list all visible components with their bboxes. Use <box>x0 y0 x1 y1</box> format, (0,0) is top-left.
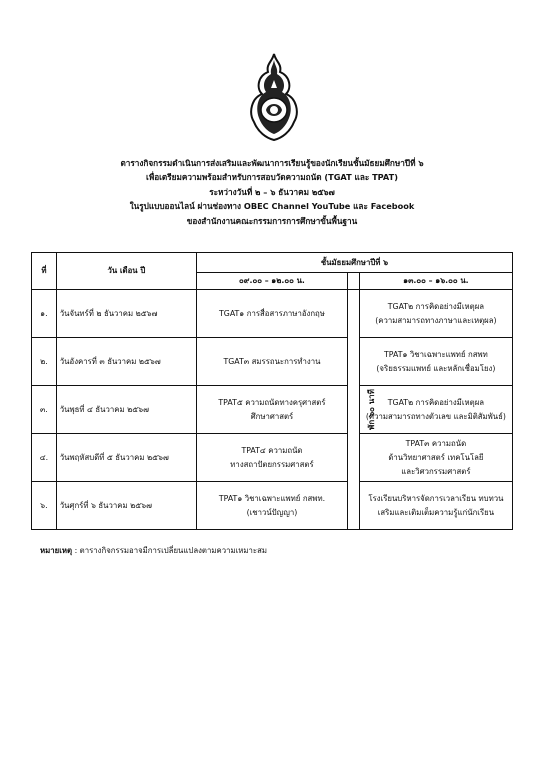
header-line-3: ระหว่างวันที่ ๒ – ๖ ธันวาคม ๒๕๖๗ <box>209 186 335 197</box>
col-header-level: ชั้นมัธยมศึกษาปีที่ ๖ <box>196 253 512 273</box>
table-row <box>32 434 513 482</box>
table-row <box>32 290 513 338</box>
row-date: วันจันทร์ที่ ๒ ธันวาคม ๒๕๖๗ <box>56 290 196 338</box>
session-line: ทางสถาปัตยกรรมศาสตร์ <box>230 459 314 469</box>
row-number: ๒. <box>32 338 57 386</box>
header-line-1: ตารางกิจกรรมดำเนินการส่งเสริมและพัฒนาการเรียนรู้ของนักเรียนชั้นมัธยมศึกษาปีที่ ๖ <box>120 158 424 168</box>
row-number: ๖. <box>32 482 57 530</box>
table-row <box>32 482 513 530</box>
row-morning-session <box>196 434 347 482</box>
row-date: วันอังคารที่ ๓ ธันวาคม ๒๕๖๗ <box>56 338 196 386</box>
session-line: และวิศวกรรมศาสตร์ <box>401 466 471 476</box>
remark-text: : ตารางกิจกรรมอาจมีการเปลี่ยนแปลงตามความเหมาะสม <box>72 546 268 555</box>
row-afternoon-session <box>359 434 512 482</box>
row-morning-session <box>196 482 347 530</box>
row-date: วันพุธที่ ๔ ธันวาคม ๒๕๖๗ <box>56 386 196 434</box>
row-afternoon-session <box>359 386 512 434</box>
remark-label: หมายเหตุ <box>40 546 73 555</box>
table-row <box>32 338 513 386</box>
session-line: เสริมและเติมเต็มความรู้แก่นักเรียน <box>377 507 495 517</box>
session-line: TPAT๑ วิชาเฉพาะแพทย์ กสพท. <box>218 493 326 503</box>
session-line: TGAT๒ การคิดอย่างมีเหตุผล <box>387 301 485 311</box>
obec-emblem-icon <box>246 52 302 142</box>
row-afternoon-session <box>359 290 512 338</box>
row-afternoon-session <box>359 338 512 386</box>
session-line: TPAT๕ ความถนัดทางครุศาสตร์ <box>218 397 326 407</box>
row-number: ๔. <box>32 434 57 482</box>
row-number: ๓. <box>32 386 57 434</box>
session-line: (จริยธรรมแพทย์ และหลักเชื่อมโยง) <box>376 363 496 373</box>
session-line: (เชาวน์ปัญญา) <box>246 507 298 517</box>
document-header <box>60 156 484 228</box>
session-line: (ความสามารถทางตัวเลข และมิติสัมพันธ์) <box>365 411 506 421</box>
header-line-2: เพื่อเตรียมความพร้อมสำหรับการสอบวัดความถนัด (TGAT และ TPAT) <box>146 172 398 183</box>
table-row <box>32 386 513 434</box>
row-morning-session <box>196 290 347 338</box>
row-number: ๑. <box>32 290 57 338</box>
row-date: วันพฤหัสบดีที่ ๕ ธันวาคม ๒๕๖๗ <box>56 434 196 482</box>
schedule-table <box>31 252 513 530</box>
col-header-date: วัน เดือน ปี <box>56 253 196 290</box>
session-line: ศึกษาศาสตร์ <box>250 411 294 421</box>
break-label: พัก ๖๐ นาที <box>366 389 376 430</box>
row-date: วันศุกร์ที่ ๖ ธันวาคม ๒๕๖๗ <box>56 482 196 530</box>
session-line: TPAT๓ ความถนัด <box>405 438 467 448</box>
header-line-4: ในรูปแบบออนไลน์ ผ่านช่องทาง OBEC Channel YouTube และ Facebook <box>129 201 415 212</box>
session-line: (ความสามารถทางภาษาและเหตุผล) <box>375 315 497 325</box>
col-header-no: ที่ <box>32 253 57 290</box>
col-header-morning: ๐๙.๐๐ – ๑๒.๐๐ น. <box>196 273 347 290</box>
session-line: TGAT๓ สมรรถนะการทำงาน <box>223 356 321 366</box>
col-header-afternoon: ๑๓.๐๐ – ๑๖.๐๐ น. <box>359 273 512 290</box>
remark-note <box>40 545 267 557</box>
row-morning-session <box>196 386 347 434</box>
session-line: โรงเรียนบริหารจัดการเวลาเรียน ทบทวน <box>368 493 504 503</box>
table-header-row <box>32 253 513 273</box>
header-line-5: ของสำนักงานคณะกรรมการการศึกษาขั้นพื้นฐาน <box>186 215 358 226</box>
col-header-break <box>347 273 359 290</box>
session-line: TGAT๒ การคิดอย่างมีเหตุผล <box>387 397 485 407</box>
break-cell <box>347 290 376 530</box>
session-line: ด้านวิทยาศาสตร์ เทคโนโลยี <box>388 452 484 462</box>
row-afternoon-session <box>359 482 512 530</box>
session-line: TGAT๑ การสื่อสารภาษาอังกฤษ <box>219 308 325 318</box>
session-line: TPAT๑ วิชาเฉพาะแพทย์ กสพท <box>384 349 488 359</box>
session-line: TPAT๔ ความถนัด <box>241 445 303 455</box>
row-morning-session <box>196 338 347 386</box>
